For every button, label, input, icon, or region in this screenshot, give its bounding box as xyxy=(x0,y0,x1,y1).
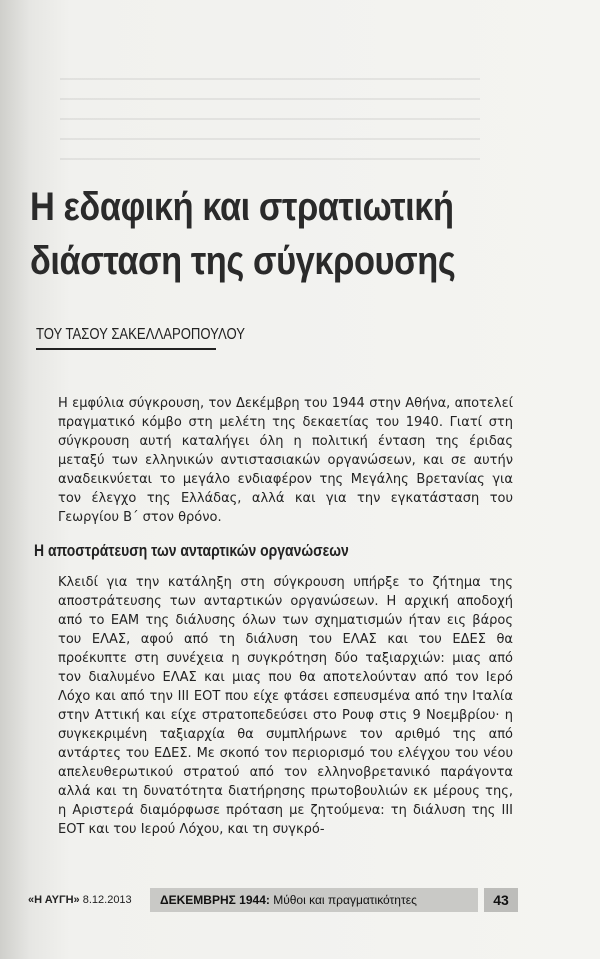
footer-publication xyxy=(28,894,132,906)
article-title xyxy=(30,180,494,288)
byline-underline xyxy=(36,348,216,350)
footer-series-title xyxy=(160,893,417,907)
title-line-1: Η εδαφική και στρατιωτική xyxy=(30,185,454,229)
show-through-text xyxy=(60,78,480,168)
publication-date: 8.12.2013 xyxy=(82,894,132,906)
author-byline: ΤΟΥ ΤΑΣΟΥ ΣΑΚΕΛΛΑΡΟΠΟΥΛΟΥ xyxy=(36,326,245,343)
section-subheading: Η αποστράτευση των ανταρτικών οργανώσεων xyxy=(34,541,349,560)
series-title-rest: Μύθοι και πραγματικότητες xyxy=(273,893,417,907)
page-footer xyxy=(0,886,600,922)
body-paragraph: Κλειδί για την κατάληξη στη σύγκρουση υπήρξε το ζήτημα της αποστράτευσης των ανταρτικών οργανώσεων. Η αρχική αποδοχή από το ΕΑΜ της διάλυσης όλων των σχηματισμών ήταν εις βάρος του ΕΛΑΣ, αφού από τη διάλυση του ΕΛΑΣ και του ΕΔΕΣ θα προέκυπτε στη συνέχεια η συγκρότηση δύο ταξιαρχιών: μιας από τον διαλυμένο ΕΛΑΣ και μιας που θα αποτελούνταν από τον Ιερό Λόχο και από την ΙΙΙ ΕΟΤ που είχε φτάσει εσπευσμένα από την Ιταλία στην Αττική και είχε στρατοπεδεύσει στο Ρουφ στις 9 Νοεμβρίου· η συγκεκριμένη ταξιαρχία θα συμπλήρωνε τον αριθμό της από αντάρτες του ΕΔΕΣ. Με σκοπό τον περιορισμό του ελέγχου του νέου απελευθερωτικού στρατού από τον ελληνοβρετανικό παράγοντα αλλά και τη δυνατότητα διατήρησης πρωτοβουλιών εκ μέρους της, η Αριστερά διαμόρφωσε πρόταση με ζητούμενα: τη διάλυση της ΙΙΙ ΕΟΤ και του Ιερού Λόχου, και τη συγκρό- xyxy=(58,575,513,837)
series-title-bold: ΔΕΚΕΜΒΡΗΣ 1944: xyxy=(160,893,270,907)
intro-paragraph: Η εμφύλια σύγκρουση, τον Δεκέμβρη του 1944 στην Αθήνα, αποτελεί πραγματικό κόμβο στη μελέτη της δεκαετίας του 1940. Γιατί στη σύγκρουση αυτή καταλήγει όλη η πολιτική ένταση της έριδας μεταξύ των ελληνικών αντιστασιακών οργανώσεων, και σε αυτήν αναδεικνύεται το μεγάλο ενδιαφέρον της Μεγάλης Βρετανίας για τον έλεγχο της Ελλάδας, αλλά και για την εγκατάσταση του Γεωργίου Β΄ στον θρόνο. xyxy=(58,396,513,525)
page-number: 43 xyxy=(484,888,518,912)
publication-name: «Η ΑΥΓΗ» xyxy=(28,894,80,906)
title-line-2: διάσταση της σύγκρουσης xyxy=(30,239,456,283)
